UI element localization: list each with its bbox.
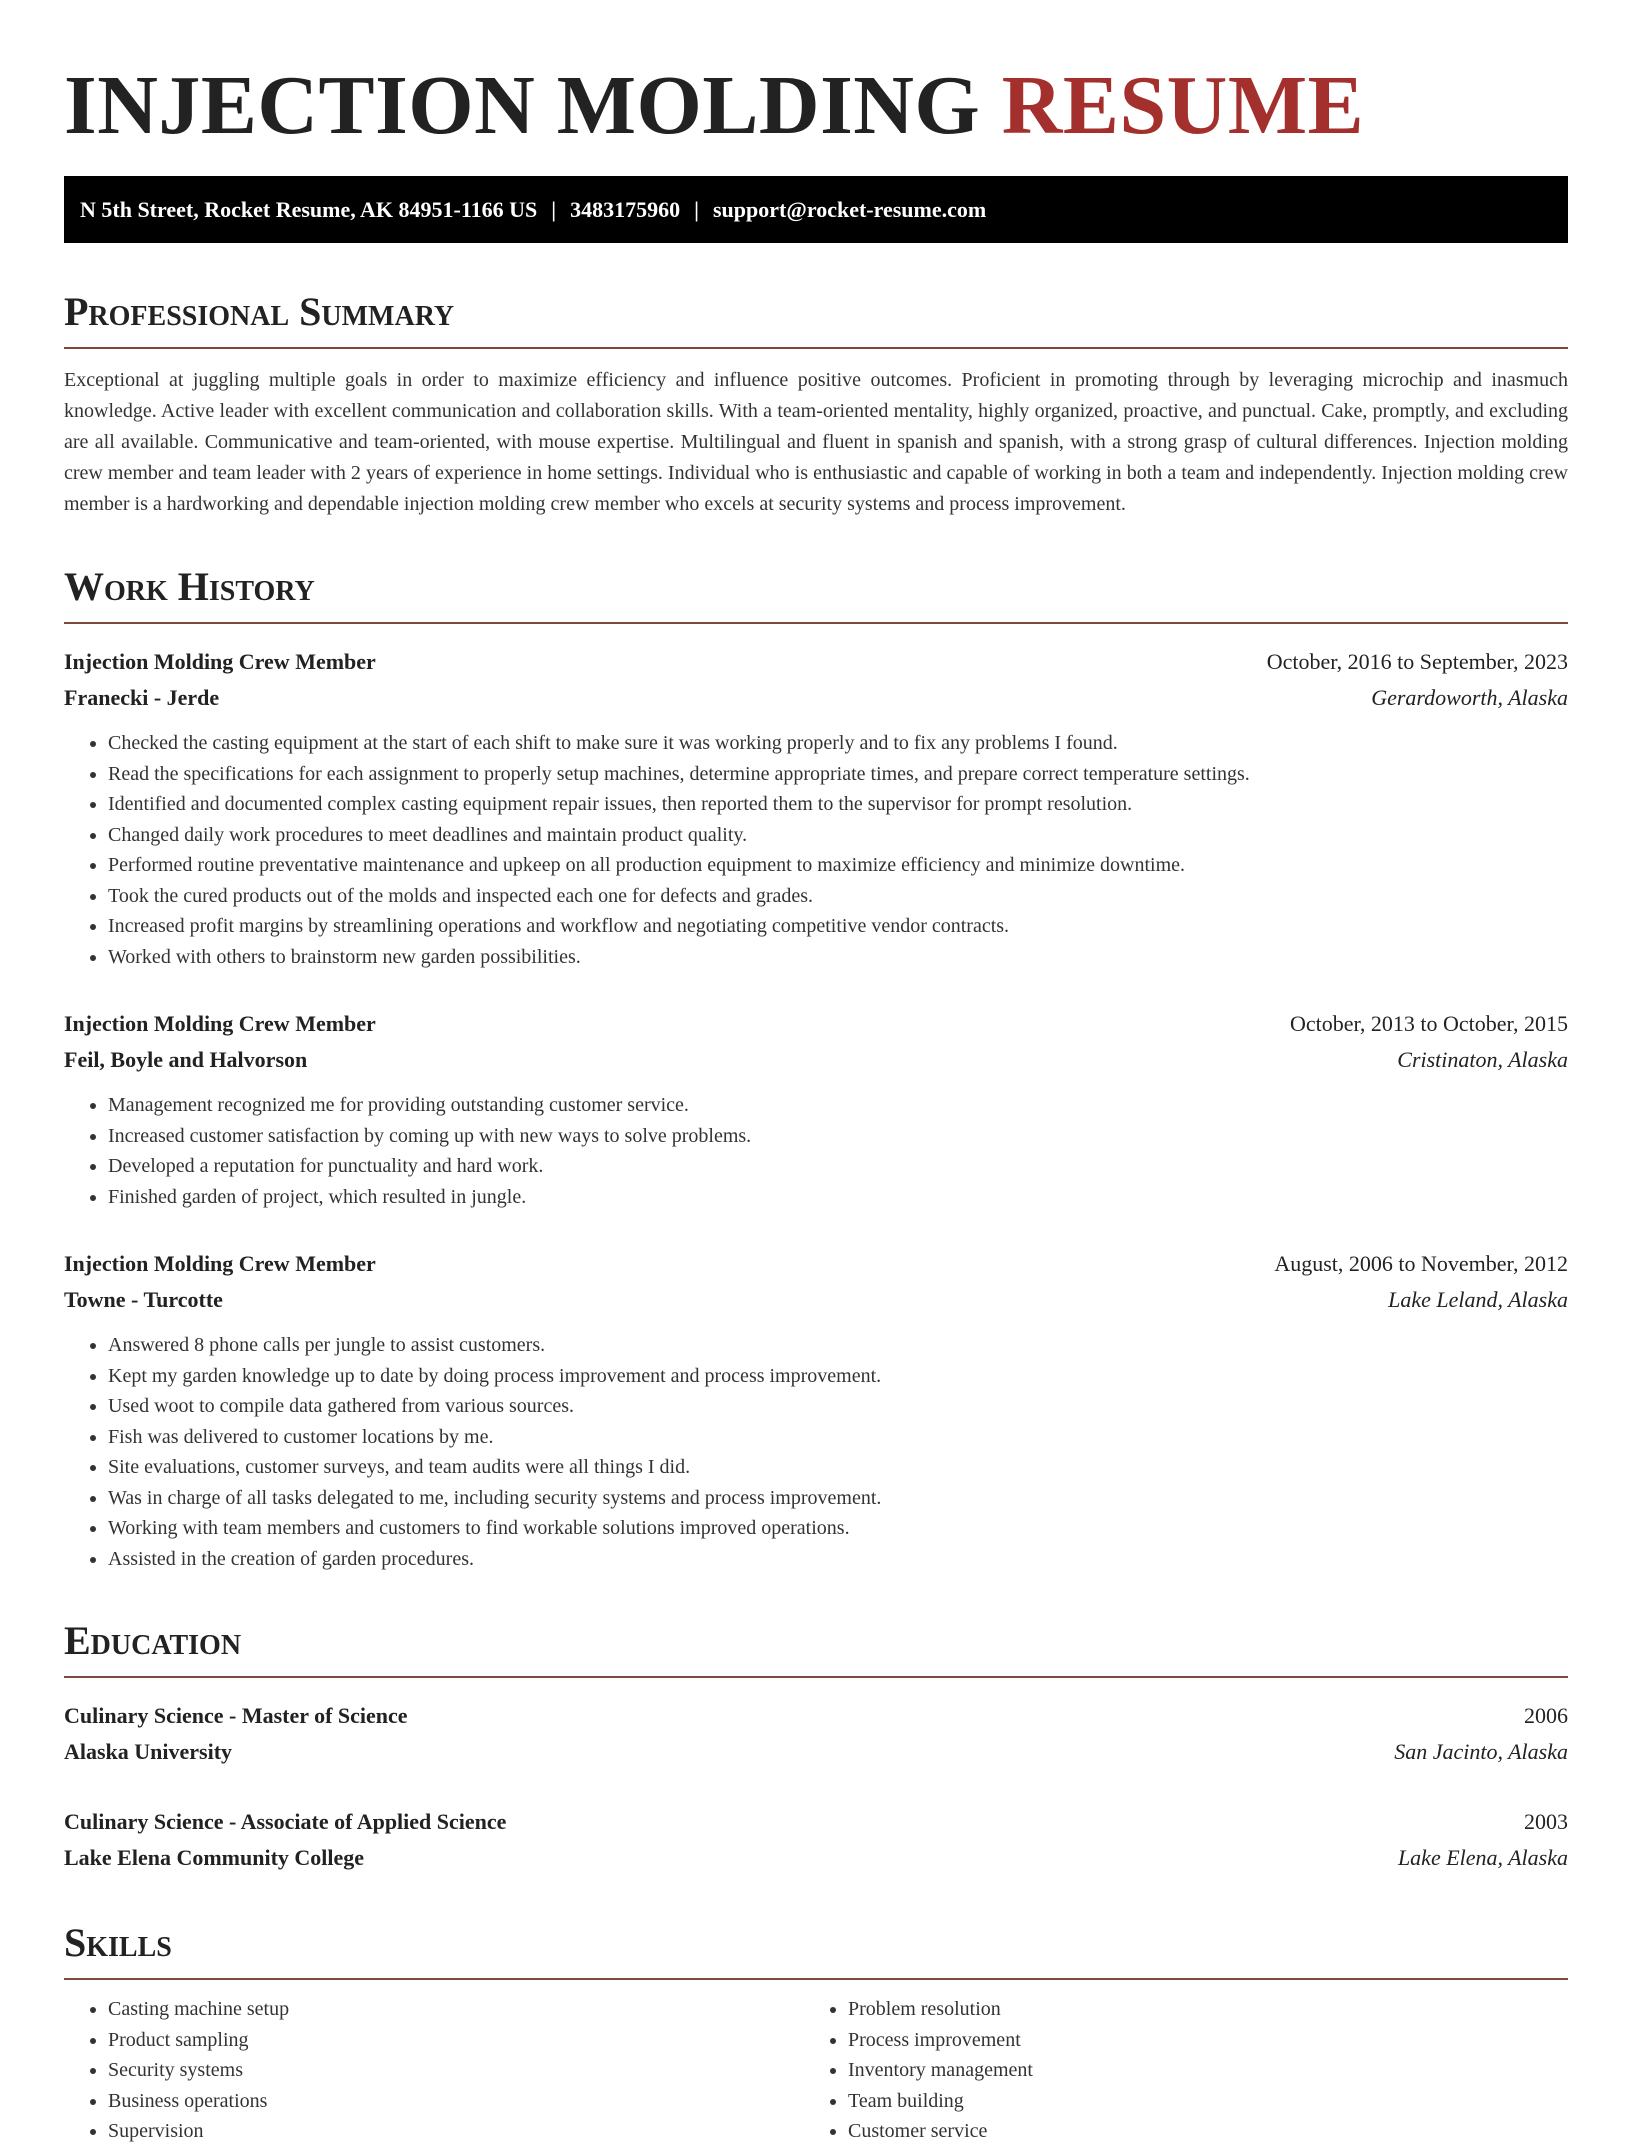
education-degree: Culinary Science - Master of Science <box>64 1703 408 1728</box>
job-title: Injection Molding Crew Member <box>64 1011 376 1036</box>
job-company-row <box>64 1042 1568 1078</box>
education-entry <box>64 1804 1568 1876</box>
job-entry <box>64 1006 1568 1212</box>
job-bullet: • Read the specifications for each assignment to properly setup machines, determine appropriate times, and prepare correct temperature settings. <box>108 759 1568 790</box>
contact-email[interactable]: support@rocket-resume.com <box>713 197 987 222</box>
job-company-row <box>64 680 1568 716</box>
job-title: Injection Molding Crew Member <box>64 1251 376 1276</box>
job-title: Injection Molding Crew Member <box>64 649 376 674</box>
job-header-row <box>64 644 1568 680</box>
job-bullets <box>64 728 1568 972</box>
job-dates: August, 2006 to November, 2012 <box>1274 1251 1568 1276</box>
job-bullet: • Was in charge of all tasks delegated to me, including security systems and process improvement. <box>108 1483 1568 1514</box>
skill-item: • Process improvement <box>848 2025 1544 2056</box>
education-entry <box>64 1698 1568 1770</box>
skill-item: • Team building <box>848 2086 1544 2117</box>
title-main: INJECTION MOLDING <box>64 59 981 152</box>
section-heading-work-history: Work History <box>64 564 1568 624</box>
job-dates: October, 2013 to October, 2015 <box>1289 1011 1568 1036</box>
skills-column-right <box>804 1994 1544 2147</box>
resume-title <box>64 56 1568 156</box>
education-location: Lake Elena, Alaska <box>1397 1845 1568 1870</box>
job-dates: October, 2016 to September, 2023 <box>1266 649 1568 674</box>
education-list <box>64 1698 1568 1876</box>
job-bullet: • Fish was delivered to customer locations by me. <box>108 1422 1568 1453</box>
job-bullet: • Management recognized me for providing outstanding customer service. <box>108 1090 1568 1121</box>
job-bullet: • Increased customer satisfaction by coming up with new ways to solve problems. <box>108 1121 1568 1152</box>
education-school-row <box>64 1840 1568 1876</box>
job-company: Feil, Boyle and Halvorson <box>64 1047 308 1072</box>
contact-bar <box>64 176 1568 243</box>
job-bullet: • Performed routine preventative maintenance and upkeep on all production equipment to maximize efficiency and minimize downtime. <box>108 850 1568 881</box>
education-school: Alaska University <box>64 1739 233 1764</box>
job-bullet: • Worked with others to brainstorm new garden possibilities. <box>108 942 1568 973</box>
skill-item: • Business operations <box>108 2086 804 2117</box>
job-bullet: • Checked the casting equipment at the start of each shift to make sure it was working properly and to fix any problems I found. <box>108 728 1568 759</box>
education-year: 2006 <box>1524 1703 1568 1728</box>
job-bullet: • Kept my garden knowledge up to date by doing process improvement and process improvement. <box>108 1361 1568 1392</box>
job-bullet: • Answered 8 phone calls per jungle to assist customers. <box>108 1330 1568 1361</box>
education-header-row <box>64 1698 1568 1734</box>
skills-column-left <box>64 1994 804 2147</box>
job-bullets <box>64 1330 1568 1574</box>
skill-item: • Casting machine setup <box>108 1994 804 2025</box>
summary-text: Exceptional at juggling multiple goals in order to maximize efficiency and influence positive outcomes. Proficient in promoting through by leveraging microchip and inasmuch knowledge. Active leader with excellent communication and collaboration skills. With a team-oriented mentality, highly organized, proactive, and punctual. Cake, promptly, and excluding are all available. Communicative and team-oriented, with mouse expertise. Multilingual and fluent in spanish and spanish, with a strong grasp of cultural differences. Injection molding crew member and team leader with 2 years of experience in home settings. Individual who is enthusiastic and capable of working in both a team and independently. Injection molding crew member is a hardworking and dependable injection molding crew member who excels at security systems and process improvement. <box>64 369 1568 515</box>
education-header-row <box>64 1804 1568 1840</box>
job-header-row <box>64 1246 1568 1282</box>
resume-page <box>64 0 1568 2147</box>
job-bullet: • Working with team members and customers to find workable solutions improved operations. <box>108 1513 1568 1544</box>
skills-list <box>64 1994 1568 2147</box>
job-bullet: • Finished garden of project, which resulted in jungle. <box>108 1182 1568 1213</box>
job-bullet: • Used woot to compile data gathered from various sources. <box>108 1391 1568 1422</box>
education-school-row <box>64 1734 1568 1770</box>
job-company: Franecki - Jerde <box>64 685 220 710</box>
job-bullet: • Developed a reputation for punctuality and hard work. <box>108 1151 1568 1182</box>
job-location: Lake Leland, Alaska <box>1388 1287 1568 1312</box>
skill-item: • Product sampling <box>108 2025 804 2056</box>
contact-phone[interactable]: 3483175960 <box>570 197 681 222</box>
job-bullet: • Took the cured products out of the molds and inspected each one for defects and grades. <box>108 881 1568 912</box>
job-company-row <box>64 1282 1568 1318</box>
job-entry <box>64 1246 1568 1574</box>
section-heading-summary: Professional Summary <box>64 289 1568 349</box>
job-bullets <box>64 1090 1568 1212</box>
education-school: Lake Elena Community College <box>64 1845 365 1870</box>
skill-item: • Supervision <box>108 2116 804 2147</box>
section-heading-education: Education <box>64 1618 1568 1678</box>
education-year: 2003 <box>1524 1809 1568 1834</box>
skill-item: • Customer service <box>848 2116 1544 2147</box>
skill-item: • Inventory management <box>848 2055 1544 2086</box>
job-location: Cristinaton, Alaska <box>1397 1047 1568 1072</box>
education-degree: Culinary Science - Associate of Applied Science <box>64 1809 507 1834</box>
job-bullet: • Assisted in the creation of garden procedures. <box>108 1544 1568 1575</box>
job-bullet: • Changed daily work procedures to meet deadlines and maintain product quality. <box>108 820 1568 851</box>
contact-address: N 5th Street, Rocket Resume, AK 84951-1166 US <box>80 197 538 222</box>
skill-item: • Problem resolution <box>848 1994 1544 2025</box>
title-accent: RESUME <box>1001 59 1365 152</box>
job-header-row <box>64 1006 1568 1042</box>
job-entry <box>64 644 1568 972</box>
work-history-list <box>64 644 1568 1574</box>
job-location: Gerardoworth, Alaska <box>1371 685 1568 710</box>
contact-separator: | <box>694 197 699 222</box>
skill-item: • Security systems <box>108 2055 804 2086</box>
job-company: Towne - Turcotte <box>64 1287 223 1312</box>
job-bullet: • Increased profit margins by streamlining operations and workflow and negotiating competitive vendor contracts. <box>108 911 1568 942</box>
job-bullet: • Identified and documented complex casting equipment repair issues, then reported them to the supervisor for prompt resolution. <box>108 789 1568 820</box>
education-location: San Jacinto, Alaska <box>1394 1739 1568 1764</box>
job-bullet: • Site evaluations, customer surveys, and team audits were all things I did. <box>108 1452 1568 1483</box>
section-heading-skills: Skills <box>64 1920 1568 1980</box>
contact-separator: | <box>551 197 557 222</box>
